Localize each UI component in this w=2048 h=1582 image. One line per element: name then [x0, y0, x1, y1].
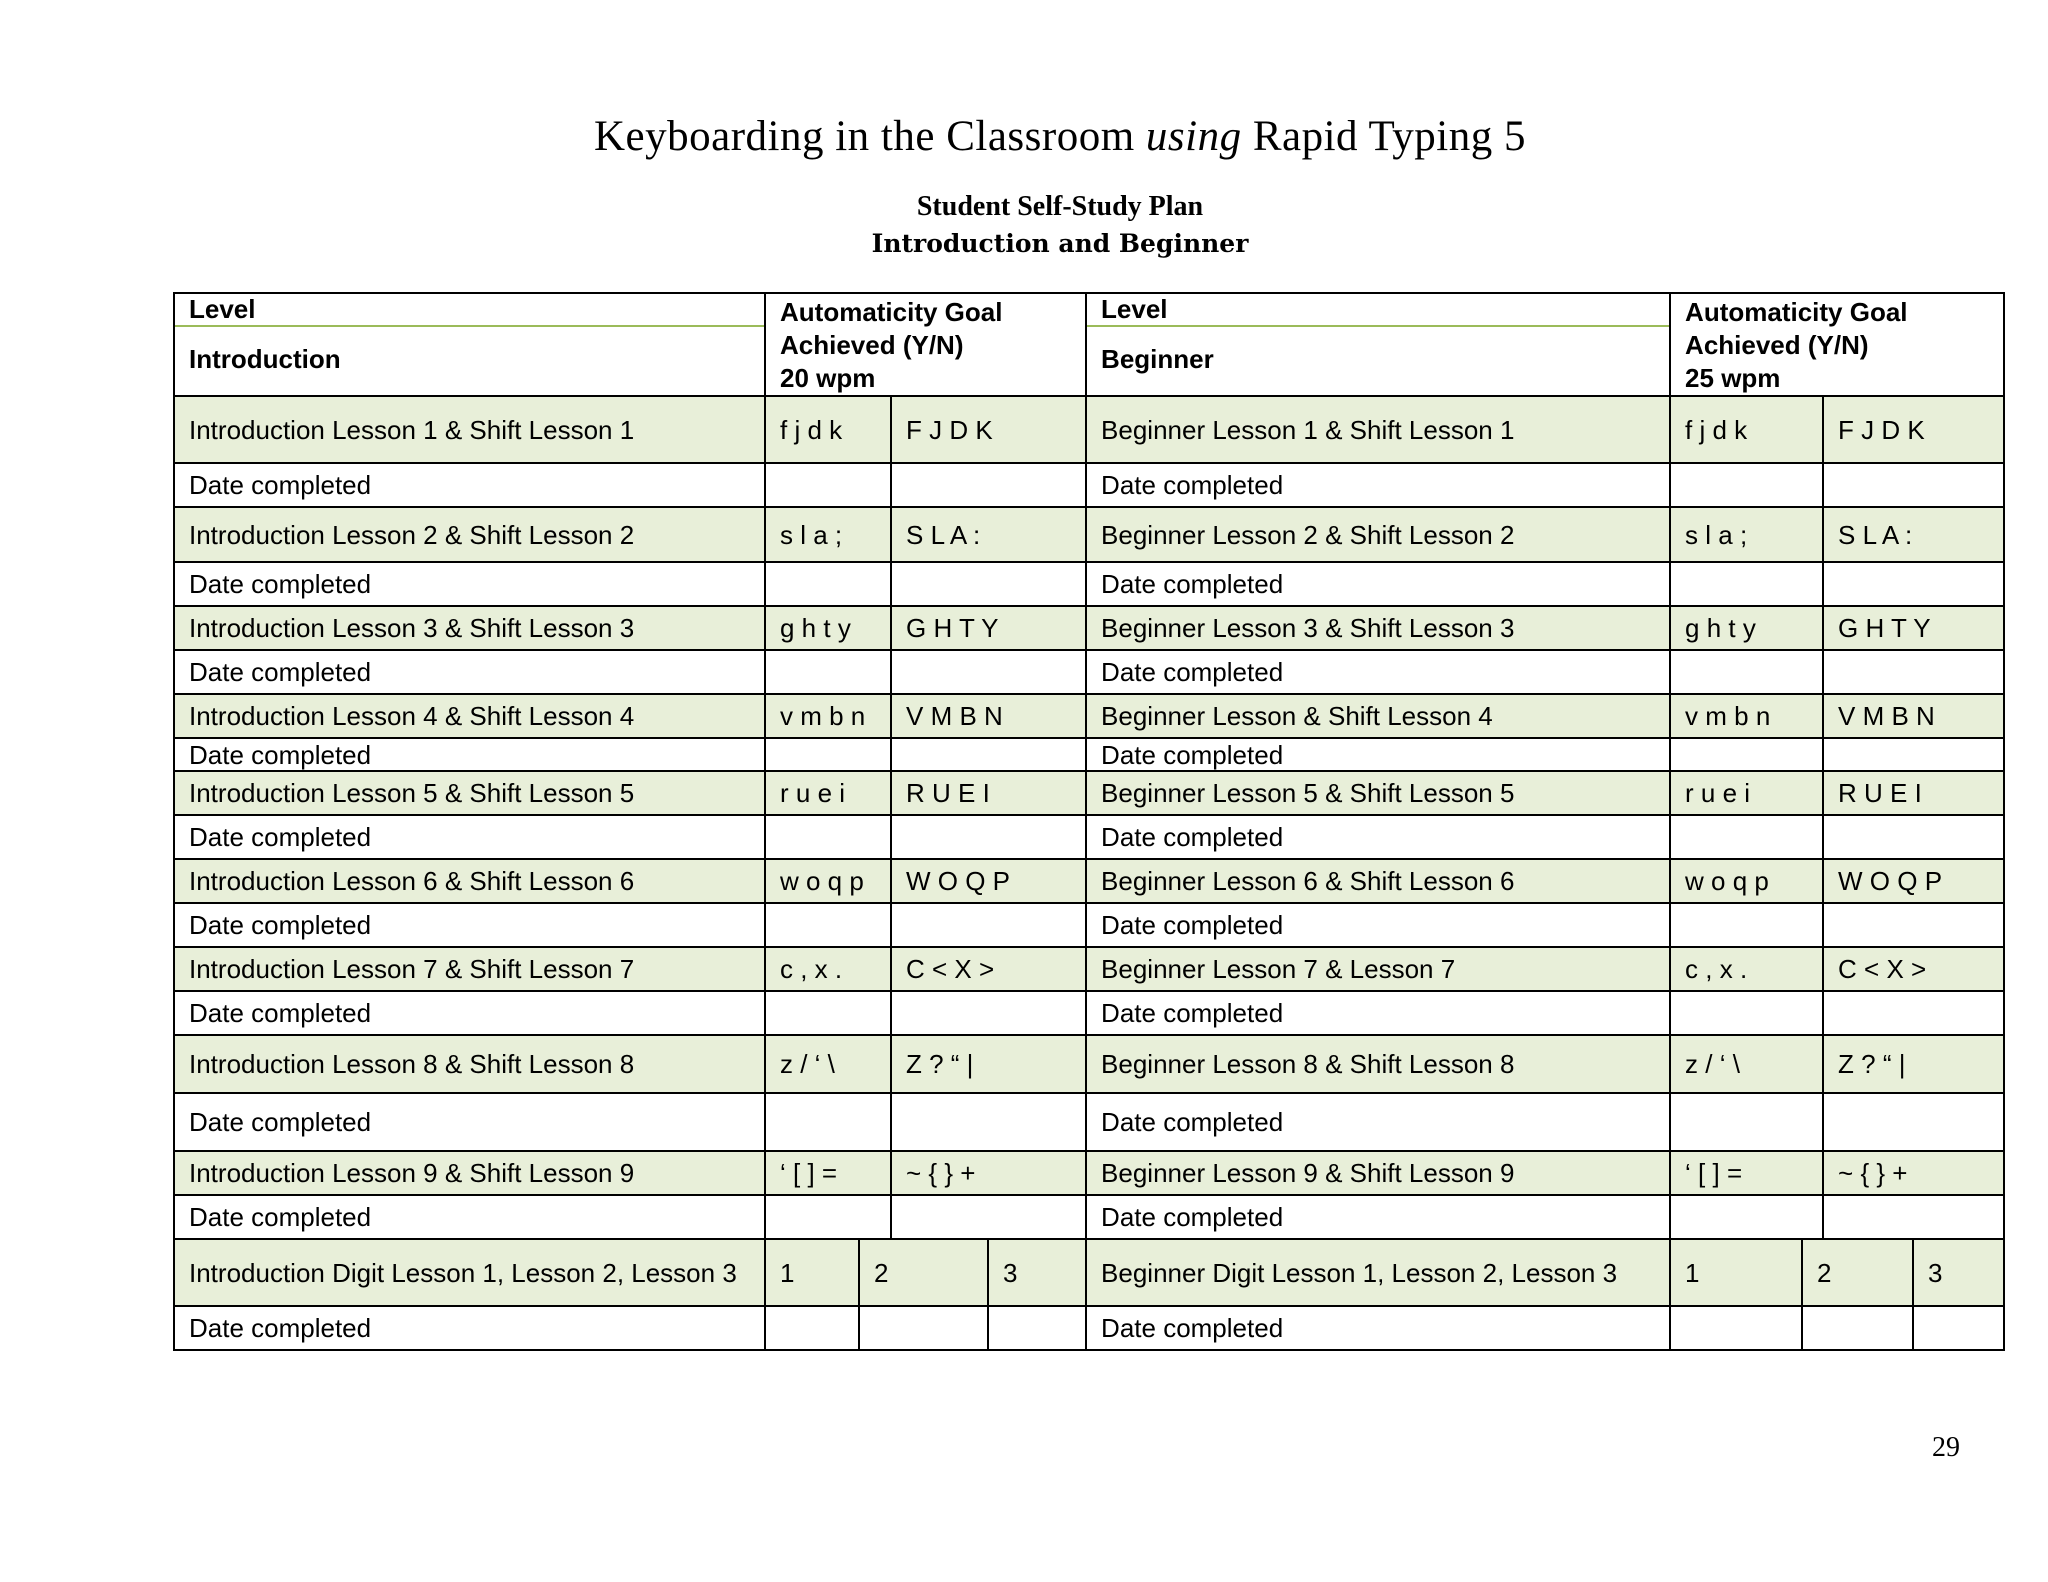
date-row: [174, 738, 2004, 771]
lesson-row: [174, 771, 2004, 815]
goal-line-2: Achieved (Y/N): [780, 330, 964, 360]
date-entry-cell: [1823, 562, 2004, 606]
beginner-shift-keys: V M B N: [1823, 694, 2004, 738]
beginner-lowercase-keys: g h t y: [1670, 606, 1823, 650]
date-row: [174, 463, 2004, 507]
header-level-label: Level: [175, 294, 764, 327]
date-completed-label: Date completed: [1086, 463, 1670, 507]
date-row: [174, 562, 2004, 606]
date-row: [174, 1306, 2004, 1350]
date-entry-cell: [765, 991, 891, 1035]
date-row: [174, 991, 2004, 1035]
beginner-lowercase-keys: c , x .: [1670, 947, 1823, 991]
lesson-row: [174, 606, 2004, 650]
date-entry-cell: [1670, 903, 1823, 947]
intro-lesson-name: Introduction Lesson 9 & Shift Lesson 9: [174, 1151, 765, 1195]
intro-shift-keys: S L A :: [891, 507, 1086, 562]
date-row: [174, 815, 2004, 859]
date-row: [174, 1093, 2004, 1151]
date-completed-label: Date completed: [1086, 738, 1670, 771]
date-completed-label: Date completed: [1086, 991, 1670, 1035]
intro-lesson-name: Introduction Lesson 5 & Shift Lesson 5: [174, 771, 765, 815]
intro-digit-1: 1: [765, 1239, 859, 1306]
date-entry-cell: [1670, 1306, 1802, 1350]
lesson-row: [174, 859, 2004, 903]
lesson-row: [174, 947, 2004, 991]
intro-lesson-name: Introduction Lesson 4 & Shift Lesson 4: [174, 694, 765, 738]
intro-lesson-name: Introduction Lesson 2 & Shift Lesson 2: [174, 507, 765, 562]
date-entry-cell: [765, 903, 891, 947]
date-completed-label: Date completed: [1086, 1195, 1670, 1239]
date-completed-label: Date completed: [174, 991, 765, 1035]
date-completed-label: Date completed: [1086, 562, 1670, 606]
header-level-name: Introduction: [189, 344, 341, 374]
lesson-row: [174, 507, 2004, 562]
date-completed-label: Date completed: [1086, 1093, 1670, 1151]
date-entry-cell: [1823, 738, 2004, 771]
date-completed-label: Date completed: [1086, 650, 1670, 694]
date-entry-cell: [891, 903, 1086, 947]
beginner-lesson-name: Beginner Lesson 9 & Shift Lesson 9: [1086, 1151, 1670, 1195]
date-entry-cell: [859, 1306, 988, 1350]
date-entry-cell: [1823, 1195, 2004, 1239]
intro-digit-2: 2: [859, 1239, 988, 1306]
beginner-lesson-name: Beginner Lesson 1 & Shift Lesson 1: [1086, 396, 1670, 463]
beginner-lesson-name: Beginner Lesson 2 & Shift Lesson 2: [1086, 507, 1670, 562]
date-entry-cell: [1802, 1306, 1913, 1350]
beginner-lowercase-keys: r u e i: [1670, 771, 1823, 815]
date-entry-cell: [765, 815, 891, 859]
intro-lesson-name: Introduction Lesson 6 & Shift Lesson 6: [174, 859, 765, 903]
date-entry-cell: [765, 738, 891, 771]
date-entry-cell: [765, 1306, 859, 1350]
intro-lesson-name: Introduction Lesson 3 & Shift Lesson 3: [174, 606, 765, 650]
intro-shift-keys: G H T Y: [891, 606, 1086, 650]
title-part-3: Rapid Typing 5: [1252, 113, 1526, 160]
date-entry-cell: [891, 562, 1086, 606]
beginner-lowercase-keys: s l a ;: [1670, 507, 1823, 562]
date-completed-label: Date completed: [1086, 903, 1670, 947]
beginner-lesson-name: Beginner Lesson 8 & Shift Lesson 8: [1086, 1035, 1670, 1093]
beginner-shift-keys: ~ { } +: [1823, 1151, 2004, 1195]
goal-line-3: 20 wpm: [780, 363, 876, 393]
date-entry-cell: [1670, 1195, 1823, 1239]
beginner-digit-2: 2: [1802, 1239, 1913, 1306]
beginner-lesson-name: Beginner Lesson & Shift Lesson 4: [1086, 694, 1670, 738]
intro-digit-lesson-name: Introduction Digit Lesson 1, Lesson 2, Lesson 3: [174, 1239, 765, 1306]
date-entry-cell: [765, 1093, 891, 1151]
goal-line-1: Automaticity Goal: [780, 297, 1003, 327]
intro-shift-keys: V M B N: [891, 694, 1086, 738]
header-level-cell: [1086, 293, 1670, 396]
beginner-shift-keys: F J D K: [1823, 396, 2004, 463]
header-goal-cell: [1670, 293, 2004, 396]
date-entry-cell: [765, 463, 891, 507]
date-entry-cell: [765, 1195, 891, 1239]
intro-lowercase-keys: z / ‘ \: [765, 1035, 891, 1093]
date-entry-cell: [1823, 815, 2004, 859]
table-header-row: [174, 293, 2004, 396]
date-entry-cell: [891, 650, 1086, 694]
intro-lowercase-keys: w o q p: [765, 859, 891, 903]
date-entry-cell: [891, 815, 1086, 859]
header-level-cell: [174, 293, 765, 396]
date-entry-cell: [1670, 991, 1823, 1035]
lesson-row: [174, 1035, 2004, 1093]
page-title: [0, 112, 2048, 161]
intro-lesson-name: Introduction Lesson 7 & Shift Lesson 7: [174, 947, 765, 991]
intro-lowercase-keys: g h t y: [765, 606, 891, 650]
beginner-shift-keys: G H T Y: [1823, 606, 2004, 650]
intro-lowercase-keys: s l a ;: [765, 507, 891, 562]
header-goal-cell: [765, 293, 1086, 396]
beginner-lesson-name: Beginner Lesson 6 & Shift Lesson 6: [1086, 859, 1670, 903]
beginner-shift-keys: Z ? “ |: [1823, 1035, 2004, 1093]
beginner-digit-3: 3: [1913, 1239, 2004, 1306]
beginner-lowercase-keys: v m b n: [1670, 694, 1823, 738]
beginner-shift-keys: S L A :: [1823, 507, 2004, 562]
date-completed-label: Date completed: [174, 903, 765, 947]
title-part-1: Keyboarding in the Classroom: [593, 113, 1135, 160]
intro-lowercase-keys: r u e i: [765, 771, 891, 815]
date-completed-label: Date completed: [1086, 1306, 1670, 1350]
beginner-lowercase-keys: z / ‘ \: [1670, 1035, 1823, 1093]
intro-shift-keys: R U E I: [891, 771, 1086, 815]
date-entry-cell: [891, 1093, 1086, 1151]
date-completed-label: Date completed: [174, 1306, 765, 1350]
intro-shift-keys: C < X >: [891, 947, 1086, 991]
intro-lesson-name: Introduction Lesson 8 & Shift Lesson 8: [174, 1035, 765, 1093]
digit-lesson-row: [174, 1239, 2004, 1306]
intro-lowercase-keys: f j d k: [765, 396, 891, 463]
date-entry-cell: [891, 463, 1086, 507]
intro-shift-keys: Z ? “ |: [891, 1035, 1086, 1093]
date-entry-cell: [1913, 1306, 2004, 1350]
study-plan-table: [173, 292, 2005, 1351]
date-entry-cell: [1670, 463, 1823, 507]
date-entry-cell: [1823, 650, 2004, 694]
date-entry-cell: [1670, 815, 1823, 859]
beginner-lowercase-keys: f j d k: [1670, 396, 1823, 463]
beginner-lesson-name: Beginner Lesson 5 & Shift Lesson 5: [1086, 771, 1670, 815]
date-row: [174, 1195, 2004, 1239]
date-entry-cell: [1670, 738, 1823, 771]
intro-shift-keys: W O Q P: [891, 859, 1086, 903]
beginner-lowercase-keys: ‘ [ ] =: [1670, 1151, 1823, 1195]
intro-lowercase-keys: v m b n: [765, 694, 891, 738]
date-entry-cell: [988, 1306, 1086, 1350]
goal-line-1: Automaticity Goal: [1685, 297, 1908, 327]
beginner-shift-keys: C < X >: [1823, 947, 2004, 991]
intro-digit-3: 3: [988, 1239, 1086, 1306]
beginner-digit-1: 1: [1670, 1239, 1802, 1306]
date-entry-cell: [765, 650, 891, 694]
date-completed-label: Date completed: [174, 650, 765, 694]
date-entry-cell: [1823, 463, 2004, 507]
page-number: 29: [1932, 1432, 1960, 1463]
goal-line-3: 25 wpm: [1685, 363, 1781, 393]
beginner-digit-lesson-name: Beginner Digit Lesson 1, Lesson 2, Lesson 3: [1086, 1239, 1670, 1306]
intro-lesson-name: Introduction Lesson 1 & Shift Lesson 1: [174, 396, 765, 463]
date-completed-label: Date completed: [1086, 815, 1670, 859]
goal-line-2: Achieved (Y/N): [1685, 330, 1869, 360]
date-row: [174, 650, 2004, 694]
subtitle: Student Self-Study Plan: [916, 191, 1204, 222]
lesson-row: [174, 694, 2004, 738]
lesson-row: [174, 396, 2004, 463]
lesson-row: [174, 1151, 2004, 1195]
title-part-2: using: [1145, 113, 1242, 160]
date-completed-label: Date completed: [174, 738, 765, 771]
date-completed-label: Date completed: [174, 1195, 765, 1239]
header-level-label: Level: [1087, 294, 1669, 327]
date-entry-cell: [1823, 991, 2004, 1035]
header-level-name: Beginner: [1101, 344, 1214, 374]
intro-lowercase-keys: ‘ [ ] =: [765, 1151, 891, 1195]
date-completed-label: Date completed: [174, 815, 765, 859]
beginner-shift-keys: W O Q P: [1823, 859, 2004, 903]
date-entry-cell: [1670, 650, 1823, 694]
date-entry-cell: [891, 738, 1086, 771]
beginner-shift-keys: R U E I: [1823, 771, 2004, 815]
date-entry-cell: [1823, 903, 2004, 947]
date-row: [174, 903, 2004, 947]
date-entry-cell: [1670, 562, 1823, 606]
intro-lowercase-keys: c , x .: [765, 947, 891, 991]
beginner-lesson-name: Beginner Lesson 3 & Shift Lesson 3: [1086, 606, 1670, 650]
date-completed-label: Date completed: [174, 463, 765, 507]
date-completed-label: Date completed: [174, 562, 765, 606]
date-entry-cell: [1823, 1093, 2004, 1151]
date-entry-cell: [765, 562, 891, 606]
section-subtitle: Introduction and Beginner: [871, 229, 1249, 258]
beginner-lowercase-keys: w o q p: [1670, 859, 1823, 903]
date-entry-cell: [1670, 1093, 1823, 1151]
date-entry-cell: [891, 1195, 1086, 1239]
beginner-lesson-name: Beginner Lesson 7 & Lesson 7: [1086, 947, 1670, 991]
date-entry-cell: [891, 991, 1086, 1035]
date-completed-label: Date completed: [174, 1093, 765, 1151]
intro-shift-keys: F J D K: [891, 396, 1086, 463]
intro-shift-keys: ~ { } +: [891, 1151, 1086, 1195]
